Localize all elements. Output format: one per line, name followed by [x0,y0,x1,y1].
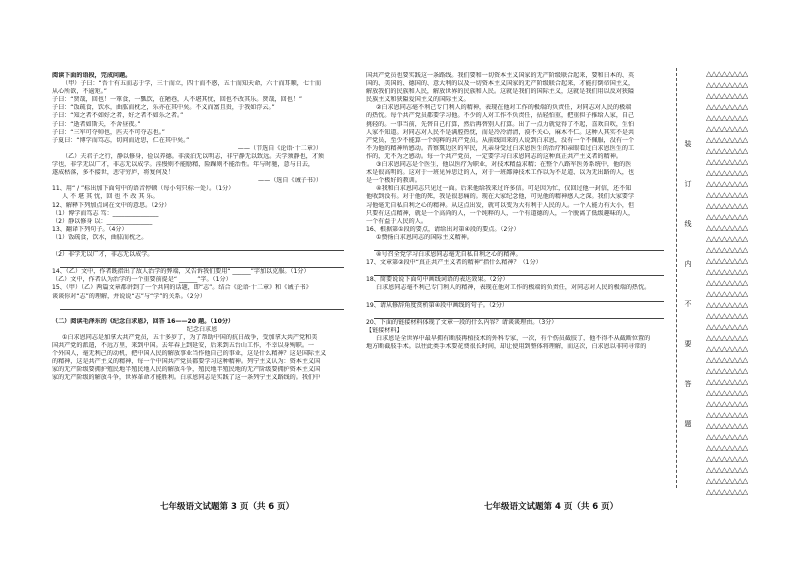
text-line: 不为他的精神所感动。晋察冀边区的军民，凡亲身受过白求恩医生的治疗和亲眼看过白求恩医生的工 [366,144,635,152]
text-line: 习他毫无自私自利之心的精神。从这点出发，就可以变为大有利于人民的人。一个人能力有大小，但 [366,201,635,209]
triangle-row: △△△△△△△△ [706,234,748,243]
binding-char: 线 [684,220,692,228]
text-line: 阅读下面的语段，完成问题。 [52,72,132,79]
triangle-row: △△△△△△△△ [706,454,748,463]
binding-char: 装 [684,140,692,148]
text-line: 只要有这点精神，就是一个高尚的人，一个纯粹的人，一个有道德的人，一个脱离了低级趣味的人， [366,209,635,217]
spacer [52,310,352,318]
text-line: ——（选自《诫子书》） [258,177,322,185]
triangle-row: △△△△△△△△ [706,267,748,276]
text-line: 解放我们的民族和人民，解放世界的民族和人民。这就是我们的国际主义，这就是我们用以反对狭隘 [366,88,635,96]
text-line: 子曰：“饭疏食，饮水，曲肱而枕之，乐亦在其中矣。不义而富且贵，于我如浮云。” [52,104,275,112]
answer-line[interactable] [374,293,664,302]
triangle-row: △△△△△△△△ [706,399,748,408]
text-line: 子曰：“知之者不如好之者，好之者不如乐之者。” [52,112,184,120]
text-line: （2）静以修身 以：_______________ [52,217,153,225]
text-line: 挑轻的。一事当前，先替自己打算，然后再替别人打算。出了一点力就觉得了不起，喜欢自吹，生怕 [366,120,635,128]
text-line: 人 不 堪 其 忧，回 也 不 改 其 乐。 [62,193,159,201]
text-line: 国共产党员也要实践这一条路线。我们要和一切资本主义国家的无产阶级联合起来，要和日本的、英 [366,72,635,79]
triangle-row: △△△△△△△△ [706,157,748,166]
triangle-row: △△△△△△△△ [706,256,748,265]
triangle-row: △△△△△△△△ [706,300,748,309]
answer-line[interactable] [374,310,664,319]
text-line: 一个有益于人民的人。 [366,217,427,225]
text-line: （二）阅读毛泽东的《纪念白求恩》，回答 16——20 题。（10分） [52,317,235,325]
triangle-row: △△△△△△△△ [706,311,748,320]
text-line: 作的，无不为之感动。每一个共产党员，一定要学习白求恩同志的这种真正共产主义者的精神。 [366,152,622,160]
text-line: （甲）子曰：“吾十有五而志于学，三十而立，四十而不惑，五十而知天命，六十而耳顺，七十而 [62,80,322,88]
text-line: 家的无产阶级要拥护殖民地半殖民地人民的解放斗争，殖民地半殖民地的无产阶级要拥护资本主义国 [52,366,321,374]
triangle-row: △△△△△△△△ [706,377,748,386]
triangle-row: △△△△△△△△ [706,245,748,254]
text-line: 子夏曰：“博学而笃志，切问而近思，仁在其中矣。” [52,136,190,144]
text-line: ③白求恩同志是个医生，他以医疗为职业，对技术精益求精；在整个八路军医务系统中，他的医 [376,161,632,169]
triangle-row: △△△△△△△△ [706,80,748,89]
triangle-row: △△△△△△△△ [706,476,748,485]
text-line: 民族主义和狭隘爱国主义的国际主义。 [366,96,470,104]
text-line: （乙）夫君子之行，静以修身，俭以养德。非淡泊无以明志，非宁静无以致远。夫学须静也，才须 [62,152,325,160]
triangle-row: △△△△△△△△ [706,278,748,287]
page-footer-left: 七年级语文试题第 3 页（共 6 页） [160,502,295,512]
answer-line[interactable] [374,242,664,251]
text-line: 术是很高明的。这对于一班见异思迁的人，对于一班鄙薄技术工作以为不足道、以为无出路的人，也 [366,169,635,177]
triangle-row: △△△△△△△△ [706,135,748,144]
triangle-row: △△△△△△△△ [706,465,748,474]
text-line: 学也，非学无以广才，非志无以成学。淫慢则不能励精，险躁则不能治性。年与时驰，意与日去， [52,161,315,169]
text-line: （1）博学而笃志 笃：_______________ [52,209,159,217]
triangle-row: △△△△△△△△ [706,91,748,100]
text-line: 个外国人，毫无利己的动机，把中国人民的解放事业当作他自己的事业，这是什么精神？这是国际主义 [52,350,327,358]
binding-char: 不 [684,300,692,308]
triangle-row: △△△△△△△△ [706,179,748,188]
triangle-row: △△△△△△△△ [706,333,748,342]
triangle-row: △△△△△△△△ [706,443,748,452]
text-line: 人家不知道。对同志对人民不是满腔热忱，而是冷冷清清，漠不关心，麻木不仁。这种人其实不是共 [366,128,635,136]
text-line: 遂成枯落，多不接世，悲守穷庐，将复何及！ [52,169,174,177]
text-line: 白求恩同志毫不利己专门利人的精神，表现在他对工作的极端的负责任，对同志对人民的极端的热忱。 [376,284,651,292]
text-line: 纪念白求恩 [186,325,218,333]
text-line: 19、请从修辞角度赏析第④段中画线的句子。（2分） [366,301,509,309]
text-line: ④我和白求恩同志只见过一面。后来他给我来过许多信。可是因为忙，仅回过他一封信，还不知 [376,185,632,193]
text-line: （乙）文中，作者认为治学的一个重要前提是“ ______”字。（1分） [52,276,232,284]
triangle-row: △△△△△△△△ [706,124,748,133]
text-line: 15、（甲）（乙）两篇文章都讲到了一个共同的话题，即“志”。结合《论语·十二章》和《诫子书》 [52,284,312,292]
text-line: 的热忱。每个共产党员都要学习他。不少的人对工作不负责任，拈轻怕重，把重担子推给人家，自己 [366,112,635,120]
page-footer-right: 七年级语文试题第 4 页（共 6 页） [484,502,619,512]
triangle-row: △△△△△△△△ [706,410,748,419]
triangle-row: △△△△△△△△ [706,432,748,441]
text-line: 家的无产阶级的解放斗争，世界革命才能胜利。白求恩同志是实践了这一条列宁主义路线的。我们中 [52,374,321,382]
triangle-row: △△△△△△△△ [706,212,748,221]
text-line: 子曰：“逝者如斯夫，不舍昼夜。” [52,120,141,128]
text-line: 20、下面的链接材料体现了文章一段的什么内容？请谈谈理由。（3分） [366,318,558,326]
text-line: 12、解释下列加点词在文中的意思。（2分） [52,201,171,209]
text-line: 11、用“ / ”标出加下面句中的语音停顿（每小句只标一处）。（1分） [52,185,235,193]
triangle-row: △△△△△△△△ [706,322,748,331]
triangle-row: △△△△△△△△ [706,487,748,496]
answer-line[interactable] [60,301,344,310]
answer-line[interactable] [60,242,344,251]
triangle-row: △△△△△△△△ [706,344,748,353]
text-line: ①赞扬白求恩同志的国际主义精神。 [376,233,473,241]
binding-char: 题 [684,420,692,428]
triangle-row: △△△△△△△△ [706,223,748,232]
triangle-row: △△△△△△△△ [706,190,748,199]
triangle-row: △△△△△△△△ [706,102,748,111]
text-line: 13、翻译下列句子。（4分） [52,225,128,233]
triangle-row: △△△△△△△△ [706,69,748,78]
text-line: 18、简要说说下面句中画线词语的表达效果。（2分） [366,276,509,284]
answer-line[interactable] [60,259,344,268]
text-line: ——（节选自《论语·十二章》） [237,144,322,152]
answer-line[interactable] [374,267,664,276]
triangle-row: △△△△△△△△ [706,201,748,210]
text-line: ④号召全党学习白求恩同志毫无自私自利之心的精神。 [376,251,522,259]
text-line: 白求恩是全世界中最早拥有断肢再植技术的外科专家，一次，有个伤员截肢了，他不得不从截断位置的 [376,335,651,342]
triangle-row: △△△△△△△△ [706,388,748,397]
triangle-row: △△△△△△△△ [706,355,748,364]
text-line: （2）非学无以广才，非志无以成学。 [52,251,154,259]
text-line: 14、（乙）文中，作者既指出了敌人治学的弊端，又告诉我们要用“ ______”字加以克服。（1分） [52,268,310,276]
triangle-row: △△△△△△△△ [706,421,748,430]
text-line: 地方断截肢手术。以往此类手术要花费很长时间，却让使用到整体将理解，而这次，白求恩以非同寻常的 [366,343,647,351]
triangle-row: △△△△△△△△ [706,289,748,298]
text-line: 子曰：“三军可夺帅也，匹夫不可夺志也。” [52,128,165,136]
text-line: 16、根据第①段的要点，请给出对第④段的要点。（2分） [366,225,520,233]
triangle-row: △△△△△△△△ [706,146,748,155]
text-line: 国共产党的派遣，不远万里，来到中国。去年春上到延安，后来到五台山工作，不幸以身殉职。一 [52,342,315,350]
text-line: 产党员，至少不能算一个纯粹的共产党员。从前线回来的人说到白求恩，没有一个不佩服，没有一个 [366,136,635,144]
text-line: 【链接材料】 [366,326,403,334]
triangle-row: △△△△△△△△ [706,366,748,375]
triangle-margin-pattern [706,68,766,500]
text-line: 谈谈你对“志”的理解，并说说“志”与“学”的关系。（2分） [52,292,206,300]
triangle-row: △△△△△△△△ [706,168,748,177]
text-line: 他收到没有。对于他的死，我是很悲痛的。现在大家纪念他，可见他的精神感人之深。我们大家要学 [366,193,635,201]
text-line: 17、文章第②段中“真正共产主义者的精神”指什么精神？（1分） [366,259,542,267]
text-line: 的精神，这是共产主义的精神，每一个中国共产党员都要学习这种精神。列宁主义认为：资本主义国 [52,358,321,366]
left-page [52,72,352,383]
text-line: 是一个极好的教训。 [366,177,421,185]
binding-char: 要 [684,340,692,348]
text-line: ②白求恩同志毫不利己专门利人的精神，表现在他对工作的极端的负责任，对同志对人民的极端 [376,104,632,112]
text-line: 国的、美国的、德国的、意大利的以及一切资本主义国家的无产阶级联合起来，才能打倒帝国主义， [366,80,635,88]
binding-char: 内 [684,260,692,268]
binding-char: 订 [684,180,692,188]
right-page [366,72,672,351]
binding-char: 答 [684,380,692,388]
text-line: 子曰：“贤哉，回也！一箪食，一瓢饮，在陋巷，人不堪其忧，回也不改其乐。贤哉，回也！” [52,96,303,104]
text-line: 从心所欲，不逾矩。” [52,88,107,96]
text-line: ①白求恩同志是加拿大共产党员，五十多岁了，为了帮助中国的抗日战争，受加拿大共产党和美 [62,334,318,341]
text-line: （1）饭疏食，饮水，曲肱而枕之。 [52,233,148,241]
triangle-row: △△△△△△△△ [706,113,748,122]
